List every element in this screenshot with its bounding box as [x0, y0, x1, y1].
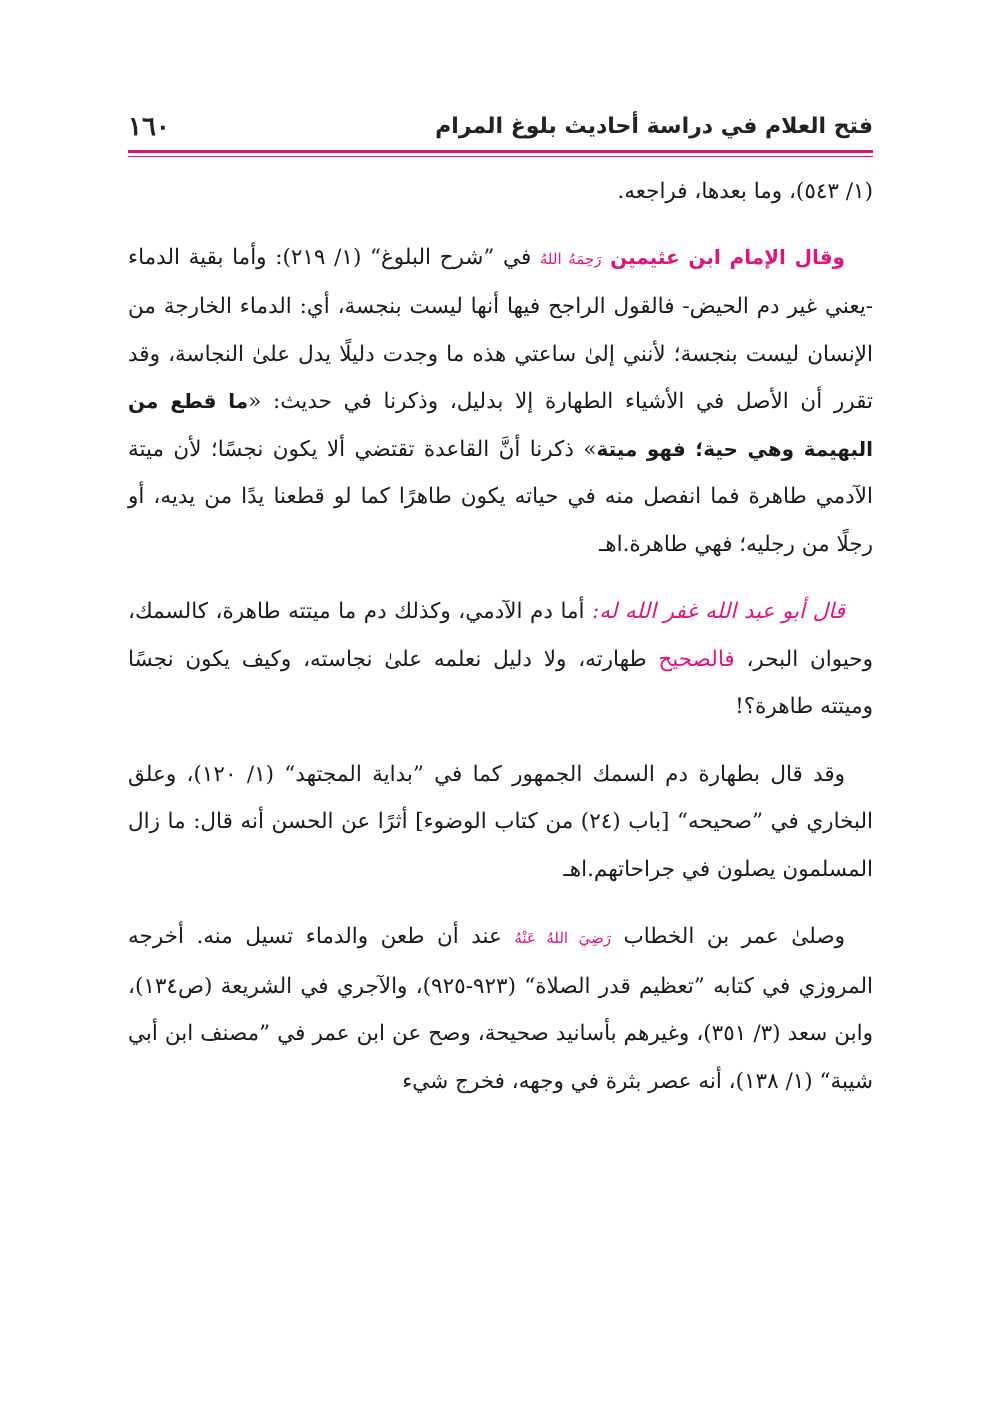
paragraph-fish-blood	[128, 751, 873, 894]
honorific: رَضِيَ اللهُ عَنْهُ	[514, 929, 611, 947]
paragraph-text: عند أن طعن والدماء تسيل منه. أخرجه المروزي في كتابه ”تعظيم قدر الصلاة“ (٩٢٣-٩٢٥)، والآجري في الشريعة (ص١٣٤)، وابن سعد (٣/ ٣٥١)، وغيرهم بأسانيد صحيحة، وصح عن ابن عمر في ”مصنف ابن أبي شيبة“ (١/ ١٣٨)، أنه عصر بثرة في وجهه، فخرج شيء	[128, 924, 874, 1094]
honorific: رَحِمَهُ اللهُ	[539, 249, 602, 268]
paragraph-text: في ”شرح البلوغ“ (١/ ٢١٩): وأما بقية الدماء -يعني غير دم الحيض- فالقول الراجح فيها أنها ليست بنجسة، أي: الدماء الخارجة من الإنسان ليست بنجسة؛ لأنني إلىٰ ساعتي هذه ما وجدت دليلًا يدل علىٰ النجاسة، وقد تقرر أن الأصل في الأشياء الطهارة إلا بدليل، وذكرنا في حديث: «	[128, 244, 873, 414]
paragraph-text: وصلىٰ عمر بن الخطاب	[610, 924, 845, 949]
paragraph-umar-prayer	[128, 913, 873, 1105]
page-header	[128, 110, 873, 146]
author-label: قال أبو عبد الله غفر الله له:	[592, 599, 845, 624]
speaker-name: وقال الإمام ابن عثيمين	[610, 244, 845, 269]
paragraph-ibn-uthaymeen-quote	[128, 234, 873, 569]
paragraph-text: طهارته، ولا دليل نعلمه علىٰ نجاسته، وكيف يكون نجسًا وميتته طاهرة؟!	[128, 646, 873, 719]
paragraph-continuation	[128, 168, 873, 216]
paragraph-text: وقد قال بطهارة دم السمك الجمهور كما في ”بداية المجتهد“ (١/ ١٢٠)، وعلق البخاري في ”صحيحه“ [باب (٢٤) من كتاب الوضوء] أثرًا عن الحسن أنه قال: ما زال المسلمون يصلون في جراحاتهم.اهـ	[128, 761, 874, 882]
page-body	[128, 168, 873, 1125]
hadith-text: ما قطع من البهيمة وهي حية؛ فهو ميتة	[128, 389, 874, 461]
paragraph-author-opinion	[128, 588, 873, 731]
paragraph-text: » ذكرنا أنَّ القاعدة تقتضي ألا يكون نجسًا؛ لأن ميتة الآدمي طاهرة فما انفصل منه في حياته يكون طاهرًا كما لو قطعنا يدًا من يديه، أو رجلًا من رجليه؛ فهي طاهرة.اهـ	[128, 436, 873, 557]
paragraph-text: (١/ ٥٤٣)، وما بعدها، فراجعه.	[617, 179, 873, 204]
keyword-highlight: فالصحيح	[658, 646, 735, 672]
header-rule-thin	[128, 156, 873, 157]
page-number: ١٦٠	[128, 112, 170, 142]
paragraph-text: أما دم الآدمي، وكذلك دم ما ميتته طاهرة، كالسمك، وحيوان البحر،	[128, 599, 873, 672]
running-title: فتح العلام في دراسة أحاديث بلوغ المرام	[435, 114, 873, 139]
header-rule-thick	[128, 150, 873, 153]
